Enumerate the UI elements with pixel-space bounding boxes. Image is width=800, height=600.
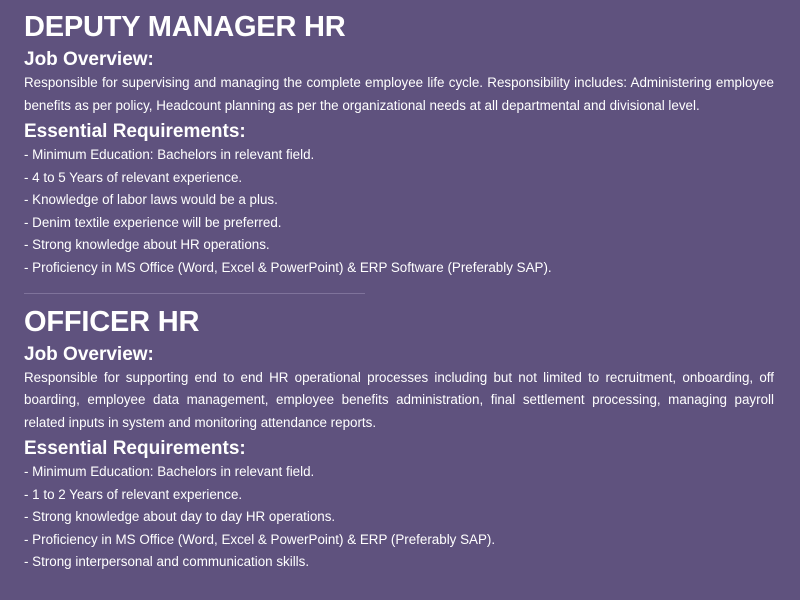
requirement-item: - Denim textile experience will be preferred.: [24, 214, 282, 230]
requirements-heading: Essential Requirements:: [24, 438, 246, 460]
job-section-deputy-manager-hr: [24, 8, 774, 280]
requirements-heading: Essential Requirements:: [24, 121, 246, 142]
requirement-item: - Proficiency in MS Office (Word, Excel & PowerPoint) & ERP Software (Preferably SAP).: [24, 259, 552, 275]
job-overview-heading: Job Overview:: [24, 343, 154, 365]
requirement-item: - Minimum Education: Bachelors in relevant field.: [24, 464, 315, 480]
requirements-list: [24, 144, 774, 280]
requirement-item: - Strong interpersonal and communication skills.: [24, 554, 310, 570]
requirement-item: - Minimum Education: Bachelors in relevant field.: [24, 147, 315, 162]
section-divider: [24, 293, 365, 294]
job-overview-heading: Job Overview:: [24, 49, 154, 70]
job-title: DEPUTY MANAGER HR: [24, 11, 346, 43]
job-overview-text: Responsible for supervising and managing the complete employee life cycle. Responsibility includes: Administering employee benefits as per policy, Headcount planning as per the organizational needs at all departmental and divisional level.: [24, 75, 774, 113]
job-title: OFFICER HR: [24, 305, 200, 338]
job-section-officer-hr: [24, 303, 774, 574]
requirement-item: - Strong knowledge about HR operations.: [24, 237, 270, 253]
requirement-item: - 4 to 5 Years of relevant experience.: [24, 169, 243, 185]
requirement-item: - Proficiency in MS Office (Word, Excel & PowerPoint) & ERP (Preferably SAP).: [24, 531, 496, 547]
requirements-list: [24, 461, 774, 574]
requirement-item: - Strong knowledge about day to day HR operations.: [24, 509, 336, 525]
job-overview-text: Responsible for supporting end to end HR operational processes including but not limited to recruitment, onboarding, off boarding, employee data management, employee benefits administration, final settlement processing, managing payroll related inputs in system and monitoring attendance reports.: [24, 369, 774, 430]
requirement-item: - 1 to 2 Years of relevant experience.: [24, 486, 243, 502]
requirement-item: - Knowledge of labor laws would be a plus.: [24, 192, 278, 208]
